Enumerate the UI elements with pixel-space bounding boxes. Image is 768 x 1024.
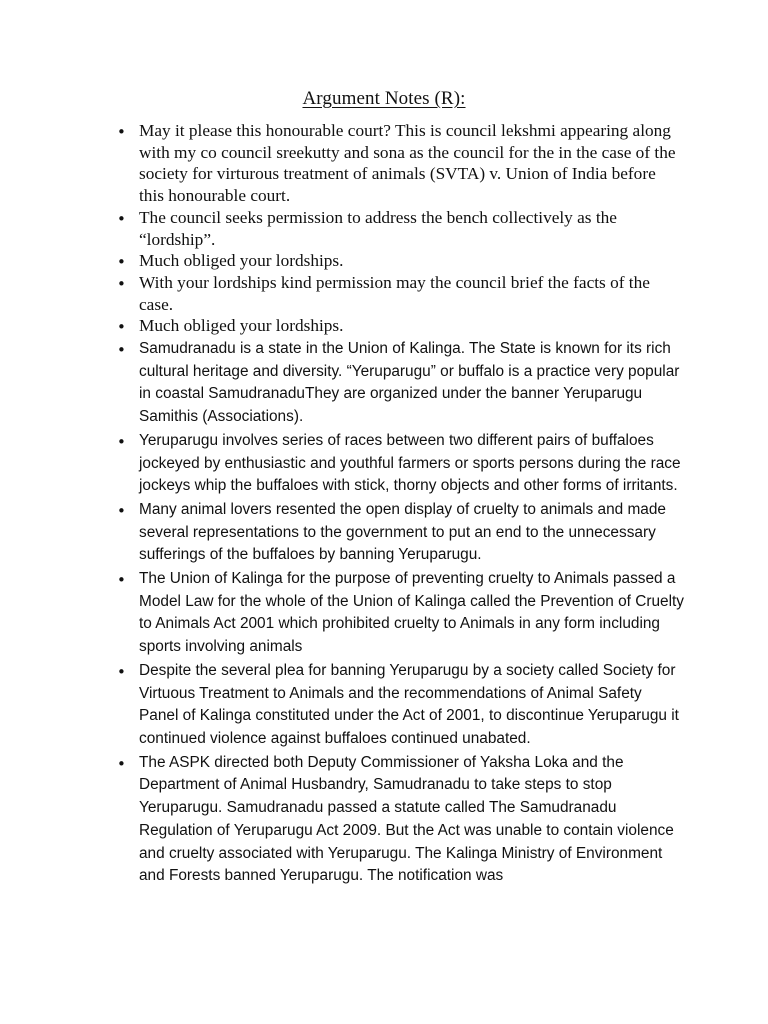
list-item-text: Many animal lovers resented the open display of cruelty to animals and made several representations to the government to put an end to the unnecessary sufferings of the buffaloes by banning Yeruparugu. — [139, 500, 666, 564]
list-item — [110, 315, 685, 337]
list-item — [110, 752, 685, 888]
list-item-text: The ASPK directed both Deputy Commissioner of Yaksha Loka and the Department of Animal Husbandry, Samudranadu to take steps to stop Yeruparugu. Samudranadu passed a statute called The Samudranadu Regulation of Yeruparugu Act 2009. But the Act was unable to contain violence and cruelty associated with Yeruparugu. The Kalinga Ministry of Environment and Forests banned Yeruparugu. The notification was — [139, 753, 674, 885]
bullet-icon: • — [117, 754, 126, 773]
bullet-icon: • — [117, 432, 126, 451]
list-item-text: Yeruparugu involves series of races between two different pairs of buffaloes jockeyed by enthusiastic and youthful farmers or sports persons during the race jockeys whip the buffaloes with stick, thorny objects and other forms of irritants. — [139, 431, 681, 495]
list-item-text: Much obliged your lordships. — [139, 251, 344, 271]
list-item-text: Samudranadu is a state in the Union of Kalinga. The State is known for its rich cultural heritage and diversity. “Yeruparugu” or buffalo is a practice very popular in coastal SamudranaduThey are organized under the banner Yeruparugu Samithis (Associations). — [139, 340, 680, 426]
list-item-text: The council seeks permission to address the bench collectively as the “lordship”. — [139, 207, 617, 249]
list-item — [110, 568, 685, 659]
argument-list — [110, 120, 685, 888]
list-item — [110, 250, 685, 272]
page-title: Argument Notes (R): — [302, 88, 466, 109]
list-item-text: Much obliged your lordships. — [139, 316, 344, 336]
bullet-icon: • — [117, 209, 126, 228]
list-item-text: May it please this honourable court? This is council lekshmi appearing along with my co council sreekutty and sona as the council for the in the case of the society for virturous treatment of animals (SVTA) v. Union of India before this honourable court. — [139, 121, 676, 206]
list-item — [110, 499, 685, 567]
list-item — [110, 430, 685, 498]
list-item-text: Despite the several plea for banning Yeruparugu by a society called Society for Virtuous Treatment to Animals and the recommendations of Animal Safety Panel of Kalinga constituted under the Act of 2001, to discontinue Yeruparugu it continued violence against buffaloes continued unabated. — [139, 661, 679, 747]
list-item — [110, 338, 685, 429]
bullet-icon: • — [117, 501, 126, 520]
bullet-icon: • — [117, 662, 126, 681]
bullet-icon: • — [117, 253, 126, 272]
list-item — [110, 272, 685, 315]
bullet-icon: • — [117, 341, 126, 360]
bullet-icon: • — [117, 318, 126, 337]
list-item-text: The Union of Kalinga for the purpose of preventing cruelty to Animals passed a Model Law for the whole of the Union of Kalinga called the Prevention of Cruelty to Animals Act 2001 which prohibited cruelty to Animals in any form including sports involving animals — [139, 570, 684, 656]
list-item-text: With your lordships kind permission may the council brief the facts of the case. — [139, 272, 650, 314]
bullet-icon: • — [117, 571, 126, 590]
list-item — [110, 207, 685, 250]
bullet-icon: • — [117, 274, 126, 293]
bullet-icon: • — [117, 123, 126, 141]
list-item — [110, 120, 685, 207]
list-item — [110, 660, 685, 751]
